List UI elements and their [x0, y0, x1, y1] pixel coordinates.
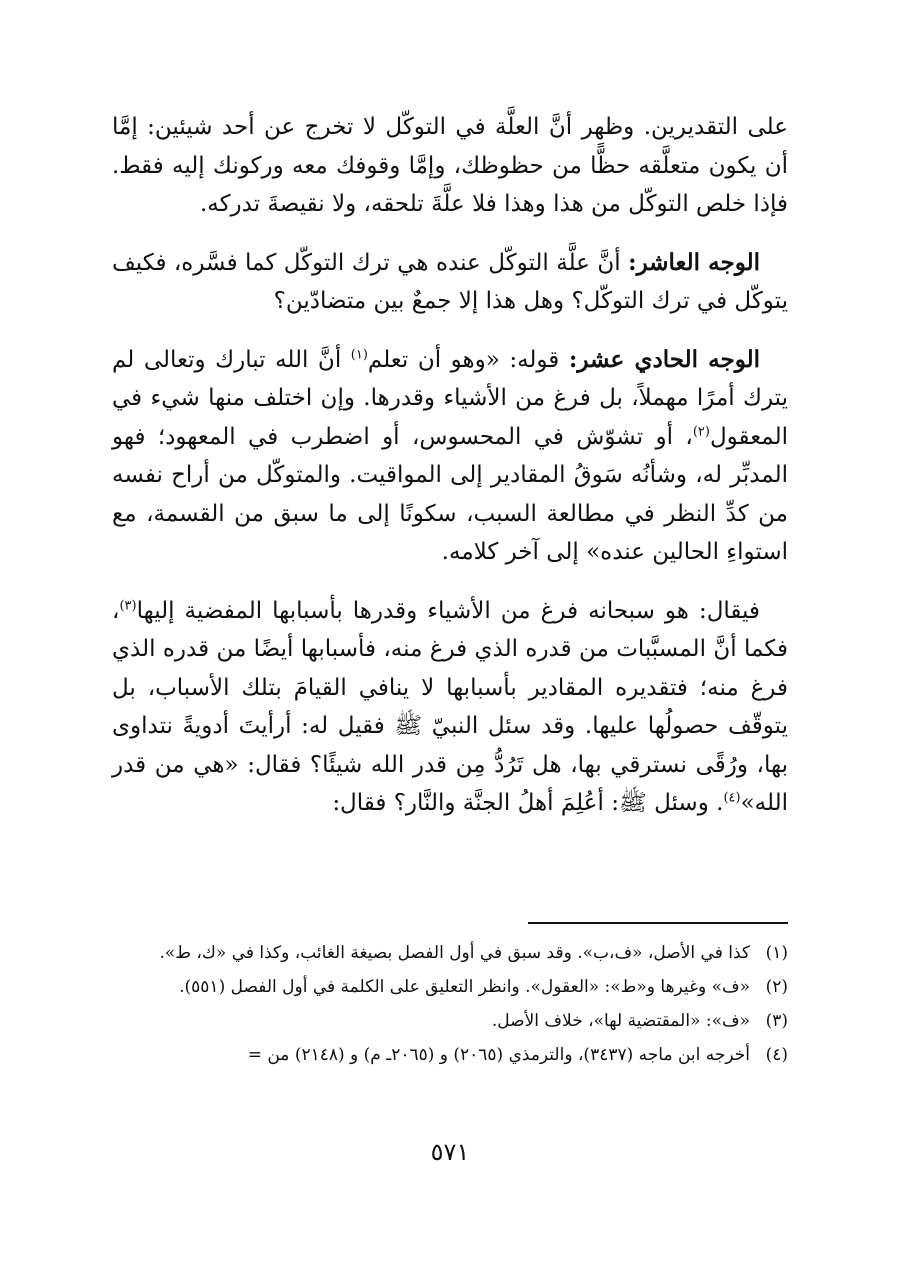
- paragraph-1-text: على التقديرين. وظهر أنَّ العلَّة في التوكّل لا تخرج عن أحد شيئين: إمَّا أن يكون متعلَّقه حظًّا من حظوظك، وإمَّا وقوفك معه وركونك إليه فقط. فإذا خلص التوكّل من هذا وهذا فلا علَّةَ تلحقه، ولا نقيصةَ تدركه.: [112, 114, 788, 217]
- footnote-4: [112, 1040, 788, 1070]
- footnote-1: [112, 938, 788, 968]
- paragraph-4-text-c: . وسئل ﷺ: أعُلِمَ أهلُ الجنَّة والنَّار؟ فقال:: [332, 790, 724, 816]
- footnote-2: [112, 972, 788, 1002]
- paragraph-4: [112, 592, 788, 823]
- footnote-text: كذا في الأصل، «ف،ب». وقد سبق في أول الفصل بصيغة الغائب، وكذا في «ك، ط».: [159, 943, 750, 963]
- paragraph-3-text-b: أنَّ الله تبارك وتعالى لم يترك أمرًا مهملاً، بل فرغ من الأشياء وقدرها. وإن اختلف منها شيء في المعقول: [112, 346, 788, 450]
- paragraph-3-text-a: قوله: «وهو أن تعلم: [367, 346, 569, 373]
- footnote-text: أخرجه ابن ماجه (٣٤٣٧)، والترمذي (٢٠٦٥) و (٢٠٦٥ـ م) و (٢١٤٨) من =: [247, 1045, 750, 1065]
- page-number: ٥٧١: [430, 1138, 470, 1166]
- footnote-3: [112, 1006, 788, 1036]
- footnote-number: (١): [765, 943, 788, 963]
- paragraph-4-text-b: ، فكما أنَّ المسبَّبات من قدره الذي فرغ منه، فأسبابها أيضًا من قدره الذي فرغ منه؛ فتقديره المقادير بأسبابها لا ينافي القيامَ بتلك الأسباب، بل يتوقّف حصولُها عليها. وقد سئل النبيّ ﷺ فقيل له: أرأيتَ أدويةً نتداوى بها، ورُقًى نسترقي بها، هل تَرُدُّ مِن قدر الله شيئًا؟ فقال: «هي من قدر الله»: [112, 597, 788, 816]
- footnote-number: (٢): [765, 977, 788, 997]
- footnote-text: «ف» وغيرها و«ط»: «العقول». وانظر التعليق على الكلمة في أول الفصل (٥٥١).: [179, 977, 750, 997]
- footnotes: [112, 938, 788, 1074]
- footnote-number: (٣): [765, 1011, 788, 1031]
- paragraph-2-heading: الوجه العاشر:: [628, 248, 760, 276]
- footnote-ref-3[interactable]: (٣): [119, 597, 137, 613]
- footnote-ref-1[interactable]: (١): [350, 346, 368, 362]
- paragraph-1: [112, 108, 788, 224]
- footnote-text: «ف»: «المقتضية لها»، خلاف الأصل.: [491, 1011, 750, 1031]
- paragraph-2-text: أنَّ علَّة التوكّل عنده هي ترك التوكّل كما فسَّره، فكيف يتوكّل في ترك التوكّل؟ وهل هذا إلا جمعٌ بين متضادّين؟: [112, 249, 788, 314]
- paragraph-4-text-a: فيقال: هو سبحانه فرغ من الأشياء وقدرها بأسبابها المفضية إليها: [136, 597, 760, 624]
- paragraph-2: [112, 244, 788, 321]
- footnote-number: (٤): [765, 1045, 788, 1065]
- footnote-ref-4[interactable]: (٤): [723, 790, 741, 806]
- paragraph-3-heading: الوجه الحادي عشر:: [568, 345, 761, 373]
- paragraph-3-text-c: ، أو تشوّش في المحسوس، أو اضطرب في المعهود؛ فهو المدبِّر له، وشأنُه سَوقُ المقادير إلى المواقيت. والمتوكّل من أراح نفسه من كدِّ النظر في مطالعة السبب، سكونًا إلى ما سبق من القسمة، مع استواءِ الحالين عنده» إلى آخر كلامه.: [112, 423, 788, 565]
- footnote-divider: [528, 922, 788, 924]
- main-text: [112, 108, 788, 843]
- footnote-ref-2[interactable]: (٢): [692, 423, 710, 439]
- paragraph-3: [112, 341, 788, 572]
